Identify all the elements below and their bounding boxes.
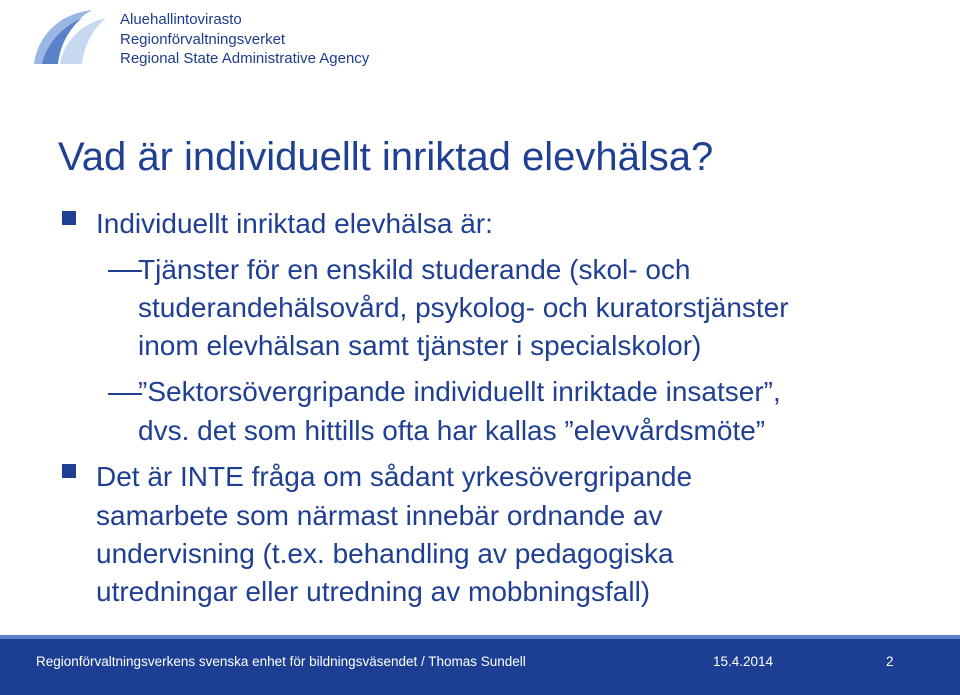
page-number: 2: [886, 654, 894, 669]
dash-icon: [108, 393, 142, 395]
sub-bullet-line: ”Sektorsövergripande individuellt inriktade insatser”,: [138, 376, 781, 407]
bullet-text: utredningar eller utredning av mobbningsfall): [96, 576, 651, 607]
sub-bullet-line: inom elevhälsan samt tjänster i specialskolor): [138, 330, 702, 361]
slide-title: Vad är individuellt inriktad elevhälsa?: [58, 135, 714, 179]
bullet-square-icon: [62, 464, 76, 478]
footer-bar: [0, 635, 960, 695]
bullet-text: undervisning (t.ex. behandling av pedagogiska: [96, 538, 674, 569]
footer-date: 15.4.2014: [713, 654, 774, 669]
bullet-text: samarbete som närmast innebär ordnande av: [96, 500, 663, 531]
sub-bullet-line: Tjänster för en enskild studerande (skol- och: [138, 254, 691, 285]
footer-divider: [0, 635, 960, 639]
org-name-finnish: Aluehallintovirasto: [120, 11, 242, 28]
org-name-swedish: Regionförvaltningsverket: [120, 30, 286, 48]
bullet-text: Individuellt inriktad elevhälsa är:: [96, 208, 493, 239]
sub-bullet-line: studerandehälsovård, psykolog- och kuratorstjänster: [138, 292, 789, 323]
org-name-english: Regional State Administrative Agency: [120, 50, 370, 67]
dash-icon: [108, 270, 142, 272]
footer-text: Regionförvaltningsverkens svenska enhet för bildningsväsendet / Thomas Sundell: [36, 654, 526, 669]
sub-bullet-line: dvs. det som hittills ofta har kallas ”elevvårdsmöte”: [138, 415, 766, 446]
bullet-text: Det är INTE fråga om sådant yrkesövergripande: [96, 461, 693, 492]
bullet-square-icon: [62, 211, 76, 225]
